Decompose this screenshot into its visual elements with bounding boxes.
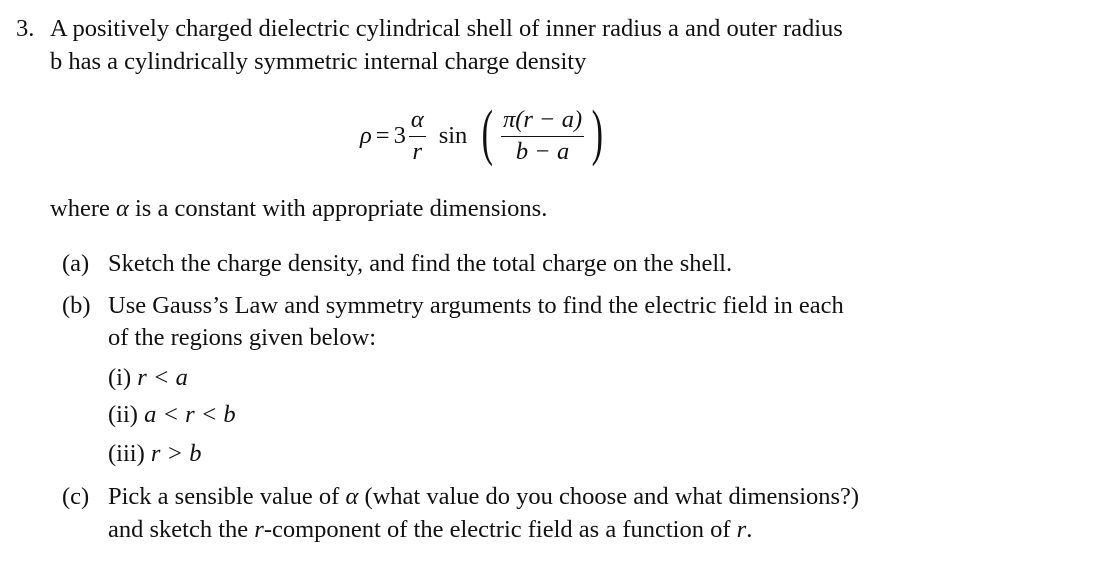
alpha-over-r-fraction — [409, 107, 426, 165]
part-b-i-expr: r < a — [137, 364, 188, 391]
frac1-bar — [409, 136, 426, 137]
problem-intro-line-1: A positively charged dielectric cylindrical shell of inner radius a and outer radius — [50, 15, 843, 42]
charge-density-equation — [360, 99, 608, 168]
alpha-symbol: α — [115, 195, 129, 222]
left-paren: ( — [481, 99, 494, 167]
part-c-line-2-end: . — [746, 516, 753, 543]
part-b-ii-expr: a < r < b — [144, 401, 236, 428]
problem-number: 3. — [16, 15, 35, 42]
part-b-text-line-1: Use Gauss’s Law and symmetry arguments to find the electric field in each — [108, 292, 844, 319]
problem-intro-line-2: b has a cylindrically symmetric internal charge density — [50, 48, 587, 75]
part-c-line-1 — [108, 485, 859, 510]
where-line — [50, 197, 547, 222]
frac1-denominator: r — [412, 138, 423, 166]
frac2-numerator: π(r − a) — [502, 106, 583, 134]
part-b-iii-label: (iii) — [108, 440, 145, 467]
part-a-text: Sketch the charge density, and find the total charge on the shell. — [108, 250, 733, 277]
sin-function: sin — [438, 122, 468, 149]
part-c-line-2 — [108, 518, 752, 543]
part-b-text-line-2: of the regions given below: — [108, 324, 377, 351]
part-c-line-2-middle: -component of the electric field as a function of — [263, 516, 731, 543]
part-c-label: (c) — [62, 483, 90, 510]
right-paren: ) — [591, 99, 604, 167]
part-c-line-1-prefix: Pick a sensible value of — [108, 483, 340, 510]
part-b-i — [108, 366, 188, 391]
part-b-ii-label: (ii) — [108, 401, 138, 428]
rho-symbol: ρ — [360, 122, 372, 149]
part-a-label: (a) — [62, 250, 90, 277]
part-c-line-2-prefix: and sketch the — [108, 516, 249, 543]
coefficient: 3 — [393, 122, 406, 149]
part-c-r-symbol-2: r — [736, 516, 747, 543]
part-b-label: (b) — [62, 292, 91, 319]
part-b-iii — [108, 442, 201, 467]
pi-fraction — [501, 107, 584, 165]
part-b-ii — [108, 403, 236, 428]
equals-sign: = — [375, 122, 390, 149]
part-c-line-1-suffix: (what value do you choose and what dimensions?) — [364, 483, 860, 510]
frac2-denominator: b − a — [515, 138, 570, 166]
part-c-r-symbol: r — [254, 516, 264, 543]
part-b-i-label: (i) — [108, 364, 132, 391]
where-suffix: is a constant with appropriate dimensions. — [134, 195, 548, 222]
frac2-bar — [501, 136, 584, 137]
frac1-numerator: α — [410, 106, 424, 134]
part-c-alpha: α — [345, 483, 359, 510]
where-prefix: where — [50, 195, 110, 222]
part-b-iii-expr: r > b — [150, 440, 202, 467]
